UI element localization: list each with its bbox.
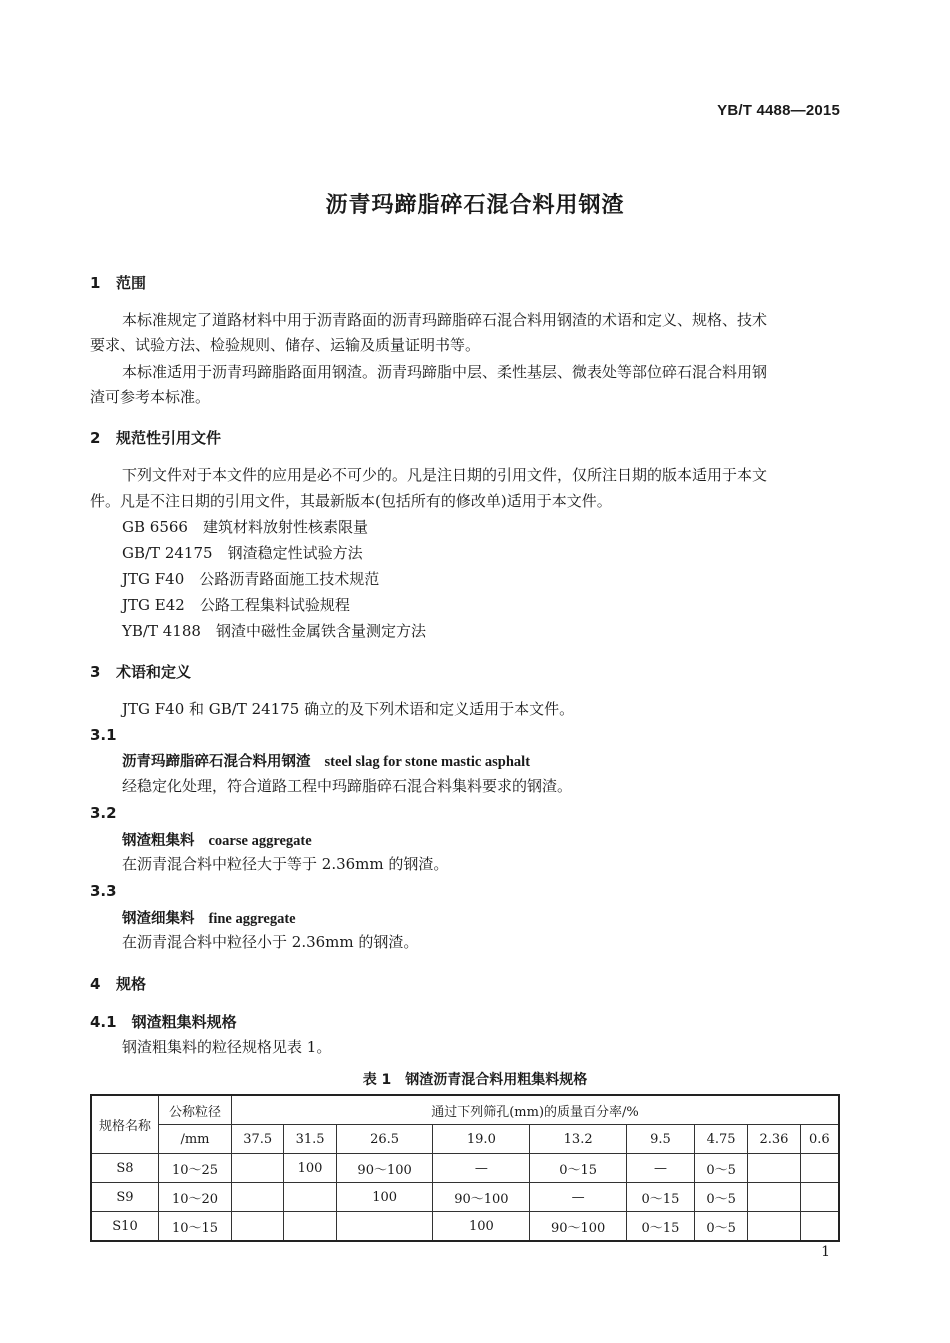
pass-value [748,1183,800,1212]
spec-name: S8 [91,1154,159,1183]
pass-value: 0～5 [694,1154,747,1183]
sieve-size: 0.6 [800,1125,839,1154]
sieve-size: 31.5 [284,1125,336,1154]
reference-item: GB 6566 建筑材料放射性核素限量 [122,518,368,536]
table-caption: 表 1 钢渣沥青混合料用粗集料规格 [362,1072,588,1088]
section-4-heading: 4 规格 [90,975,147,993]
pass-value [232,1183,284,1212]
term-number: 3.3 [90,882,117,900]
page-number: 1 [821,1244,830,1260]
pass-value [748,1212,800,1242]
term-title: 钢渣细集料 fine aggregate [122,911,296,927]
spec-name: S9 [91,1183,159,1212]
pass-value [800,1183,839,1212]
reference-item: YB/T 4188 钢渣中磁性金属铁含量测定方法 [122,622,426,640]
pass-value: 0～5 [694,1183,747,1212]
pass-value: 0～5 [694,1212,747,1242]
pass-value: 90～100 [530,1212,627,1242]
column-header-size-line-1: 公称粒径 [159,1095,232,1125]
pass-value: 100 [284,1154,336,1183]
term-definition: 在沥青混合料中粒径小于 2.36mm 的钢渣。 [122,933,419,951]
section-1-para-1-line-1: 本标准规定了道路材料中用于沥青路面的沥青玛蹄脂碎石混合料用钢渣的术语和定义、规格、技术 [122,311,768,329]
term-definition: 经稳定化处理，符合道路工程中玛蹄脂碎石混合料集料要求的钢渣。 [122,777,573,795]
pass-value [284,1183,336,1212]
section-2-para-line-2: 件。凡是不注日期的引用文件，其最新版本(包括所有的修改单)适用于本文件。 [90,492,612,510]
section-2-heading: 2 规范性引用文件 [90,429,222,447]
sieve-size: 2.36 [748,1125,800,1154]
term-title: 沥青玛蹄脂碎石混合料用钢渣 steel slag for stone mastic asphalt [122,754,531,770]
nominal-size: 10～25 [159,1154,232,1183]
pass-value [336,1212,433,1242]
subsection-4-1-text: 钢渣粗集料的粒径规格见表 1。 [122,1038,332,1056]
reference-item: JTG F40 公路沥青路面施工技术规范 [122,570,380,588]
table-row [91,1212,839,1242]
pass-value: — [433,1154,530,1183]
term-definition: 在沥青混合料中粒径大于等于 2.36mm 的钢渣。 [122,855,449,873]
column-header-pass: 通过下列筛孔(mm)的质量百分率/% [232,1095,840,1125]
term-title: 钢渣粗集料 coarse aggregate [122,833,312,849]
pass-value [232,1154,284,1183]
table-row [91,1183,839,1212]
sieve-size: 37.5 [232,1125,284,1154]
pass-value [748,1154,800,1183]
reference-item: GB/T 24175 钢渣稳定性试验方法 [122,544,363,562]
pass-value: 100 [433,1212,530,1242]
pass-value: — [627,1154,695,1183]
sieve-size: 13.2 [530,1125,627,1154]
pass-value: 0～15 [627,1183,695,1212]
pass-value [800,1212,839,1242]
pass-value: 90～100 [336,1154,433,1183]
term-number: 3.1 [90,726,117,744]
table-row [91,1154,839,1183]
section-3-intro: JTG F40 和 GB/T 24175 确立的及下列术语和定义适用于本文件。 [122,700,575,718]
column-header-spec: 规格名称 [91,1095,159,1154]
section-3-heading: 3 术语和定义 [90,663,192,681]
reference-item: JTG E42 公路工程集料试验规程 [122,596,350,614]
section-1-para-1-line-2: 要求、试验方法、检验规则、储存、运输及质量证明书等。 [90,336,481,354]
sieve-spec-table [90,1094,840,1242]
sieve-size: 19.0 [433,1125,530,1154]
document-title: 沥青玛蹄脂碎石混合料用钢渣 [325,193,625,218]
spec-name: S10 [91,1212,159,1242]
section-1-para-2-line-1: 本标准适用于沥青玛蹄脂路面用钢渣。沥青玛蹄脂中层、柔性基层、微表处等部位碎石混合料用钢 [122,363,768,381]
sieve-size: 26.5 [336,1125,433,1154]
sieve-size: 4.75 [694,1125,747,1154]
pass-value: 0～15 [530,1154,627,1183]
section-2-para-line-1: 下列文件对于本文件的应用是必不可少的。凡是注日期的引用文件，仅所注日期的版本适用于本文 [122,466,768,484]
term-number: 3.2 [90,804,117,822]
pass-value [800,1154,839,1183]
pass-value: 100 [336,1183,433,1212]
nominal-size: 10～20 [159,1183,232,1212]
section-1-para-2-line-2: 渣可参考本标准。 [90,388,211,406]
pass-value: — [530,1183,627,1212]
subsection-4-1-heading: 4.1 钢渣粗集料规格 [90,1013,237,1031]
standard-code: YB/T 4488—2015 [717,102,840,119]
pass-value [284,1212,336,1242]
sieve-size: 9.5 [627,1125,695,1154]
pass-value: 90～100 [433,1183,530,1212]
pass-value [232,1212,284,1242]
section-1-heading: 1 范围 [90,274,147,292]
nominal-size: 10～15 [159,1212,232,1242]
pass-value: 0～15 [627,1212,695,1242]
column-header-size-line-2: /mm [159,1125,232,1154]
